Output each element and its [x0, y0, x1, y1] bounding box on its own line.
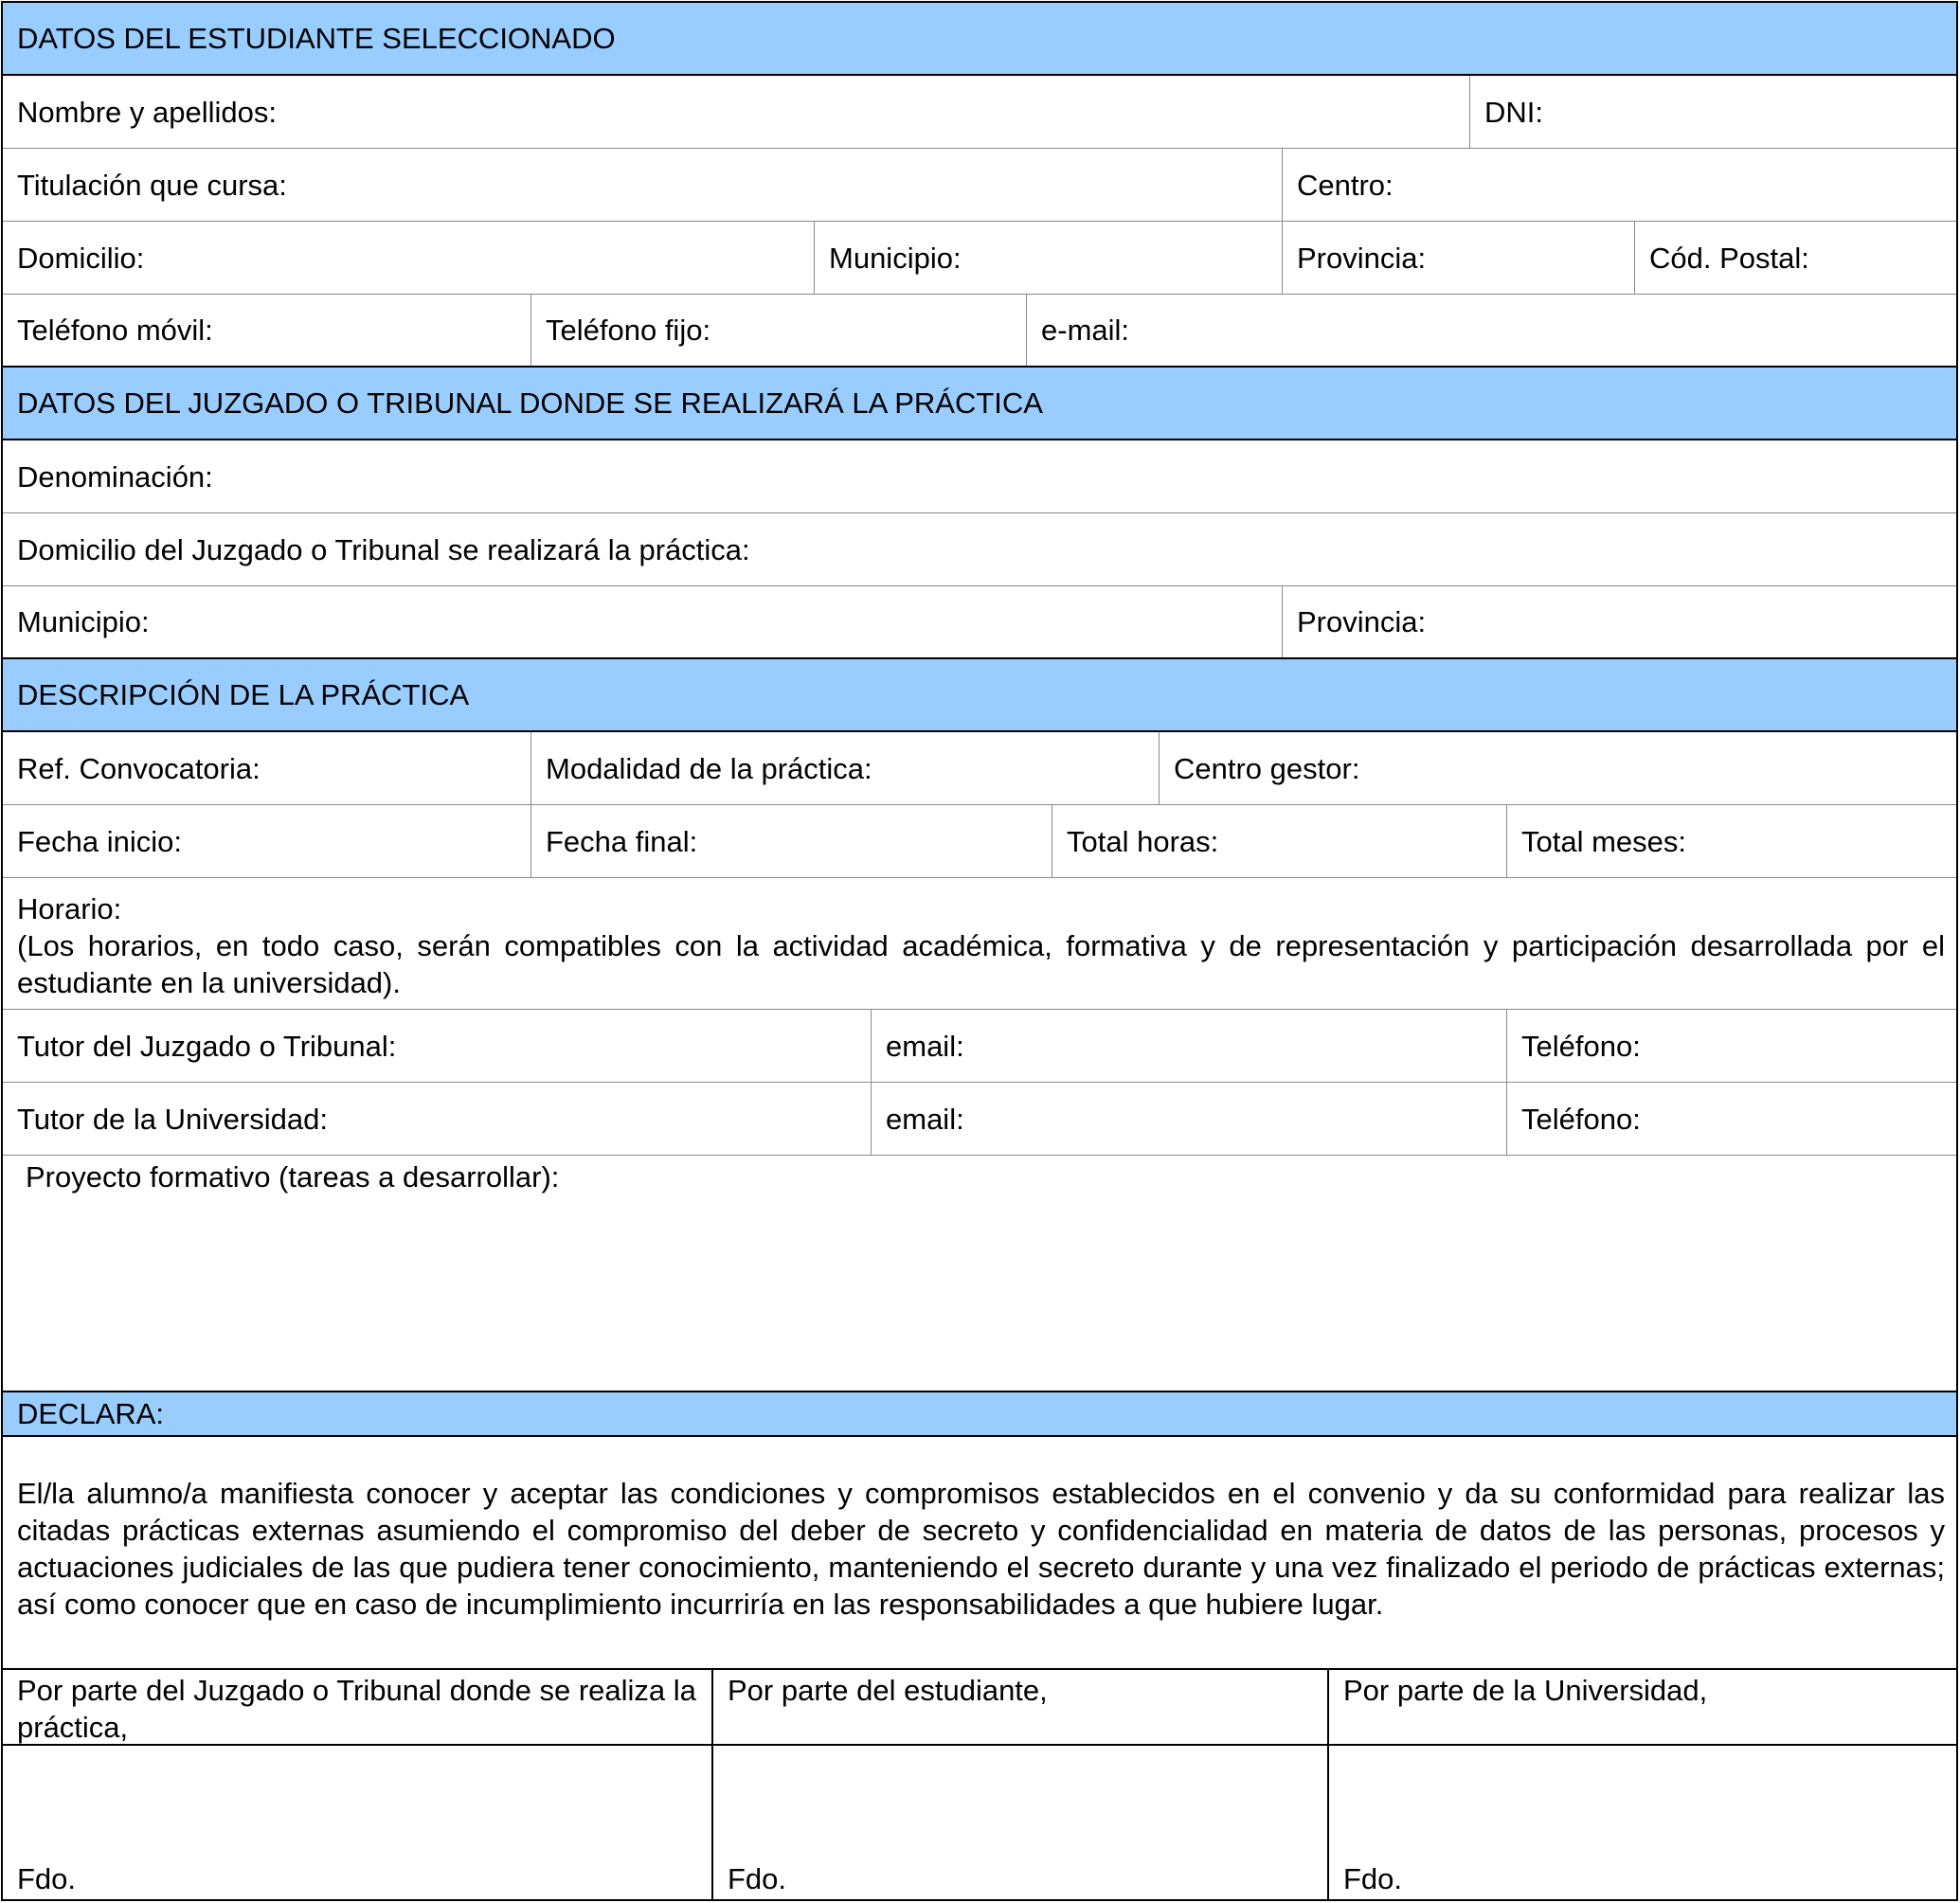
signature-labels-row [3, 1670, 1956, 1746]
student-municipality-field[interactable] [814, 222, 1282, 294]
court-row-name [3, 440, 1956, 513]
student-province-field[interactable] [1282, 222, 1634, 294]
court-tutor-label: Tutor del Juzgado o Tribunal: [17, 1029, 397, 1063]
student-row-contact [3, 295, 1956, 368]
student-degree-field[interactable] [3, 149, 1282, 221]
student-section-title: DATOS DEL ESTUDIANTE SELECCIONADO [17, 22, 616, 55]
student-signature-box[interactable] [711, 1746, 1327, 1899]
court-province-field[interactable] [1282, 586, 1956, 657]
student-dni-label: DNI: [1484, 95, 1543, 129]
student-province-label: Provincia: [1297, 241, 1427, 275]
start-date-field[interactable] [3, 805, 530, 877]
uni-tutor-label: Tutor de la Universidad: [17, 1102, 328, 1136]
court-section-title: DATOS DEL JUZGADO O TRIBUNAL DONDE SE REALIZARÁ LA PRÁCTICA [17, 386, 1043, 420]
university-signature-box[interactable] [1327, 1746, 1956, 1899]
court-signature-label: Por parte del Juzgado o Tribunal donde se realiza la práctica, [17, 1674, 696, 1744]
student-address-field[interactable] [3, 222, 814, 294]
practice-section-header [3, 659, 1956, 732]
total-hours-label: Total horas: [1067, 824, 1219, 858]
end-date-label: Fecha final: [546, 824, 698, 858]
student-row-address [3, 222, 1956, 295]
court-signature-fdo: Fdo. [17, 1862, 77, 1895]
practice-row-ref [3, 732, 1956, 805]
schedule-field[interactable] [17, 890, 1945, 1001]
uni-tutor-email-label: email: [886, 1102, 964, 1136]
court-section-header [3, 368, 1956, 440]
student-mobile-label: Teléfono móvil: [17, 314, 213, 347]
court-tutor-phone-label: Teléfono: [1521, 1029, 1641, 1063]
project-label: Proyecto formativo (tareas a desarrollar): [26, 1160, 560, 1194]
modality-label: Modalidad de la práctica: [546, 751, 872, 785]
university-signature-fdo: Fdo. [1343, 1862, 1403, 1895]
court-municipality-label: Municipio: [17, 605, 150, 638]
court-tutor-phone-field[interactable] [1506, 1010, 1956, 1082]
court-signature-box[interactable] [3, 1746, 711, 1899]
student-degree-label: Titulación que cursa: [17, 168, 287, 202]
university-signature-label: Por parte de la Universidad, [1343, 1674, 1708, 1707]
university-signature-label-cell [1327, 1670, 1956, 1744]
court-row-location [3, 586, 1956, 659]
court-signature-label-cell [3, 1670, 711, 1744]
court-row-address [3, 513, 1956, 586]
student-name-field[interactable] [3, 76, 1469, 148]
court-tutor-email-field[interactable] [871, 1010, 1506, 1082]
signature-boxes-row [3, 1746, 1956, 1899]
uni-tutor-field[interactable] [3, 1083, 871, 1155]
court-tutor-email-label: email: [886, 1029, 964, 1063]
court-tutor-field[interactable] [3, 1010, 871, 1082]
total-hours-field[interactable] [1052, 805, 1506, 877]
managing-center-label: Centro gestor: [1174, 751, 1360, 785]
practice-row-court-tutor [3, 1010, 1956, 1083]
student-row-name [3, 76, 1956, 149]
modality-field[interactable] [530, 732, 1159, 804]
court-name-label: Denominación: [17, 459, 213, 494]
student-row-degree [3, 149, 1956, 222]
managing-center-field[interactable] [1159, 732, 1956, 804]
student-dni-field[interactable] [1469, 76, 1956, 148]
court-province-label: Provincia: [1297, 605, 1427, 638]
student-signature-fdo: Fdo. [728, 1862, 787, 1895]
practice-agreement-form [1, 1, 1958, 1901]
student-center-label: Centro: [1297, 168, 1394, 202]
practice-row-schedule [3, 878, 1956, 1010]
uni-tutor-phone-field[interactable] [1506, 1083, 1956, 1155]
start-date-label: Fecha inicio: [17, 824, 183, 858]
student-mobile-field[interactable] [3, 295, 530, 366]
declaration-text: El/la alumno/a manifiesta conocer y aceptar las condiciones y compromisos establecidos en el convenio y da su conformidad para realizar las citadas prácticas externas asumiendo el compromiso del deber de secreto y confidencialidad en materia de datos de las personas, procesos y actuaciones judiciales de las que pudiera tener conocimiento, manteniendo el secreto durante y una vez finalizado el periodo de prácticas externas; así como conocer que en caso de incumplimiento incurriría en las responsabilidades a que hubiere lugar. [17, 1477, 1945, 1621]
schedule-label: Horario: [17, 892, 122, 925]
student-email-field[interactable] [1026, 295, 1956, 366]
declaration-body [3, 1437, 1956, 1670]
practice-section-title: DESCRIPCIÓN DE LA PRÁCTICA [17, 678, 470, 711]
call-ref-field[interactable] [3, 732, 530, 804]
student-center-field[interactable] [1282, 149, 1956, 221]
uni-tutor-email-field[interactable] [871, 1083, 1506, 1155]
total-months-field[interactable] [1506, 805, 1956, 877]
practice-row-dates [3, 805, 1956, 878]
practice-row-project [3, 1156, 1956, 1392]
end-date-field[interactable] [530, 805, 1052, 877]
student-postal-code-label: Cód. Postal: [1649, 241, 1809, 275]
student-signature-label-cell [711, 1670, 1327, 1744]
student-postal-code-field[interactable] [1634, 222, 1956, 294]
practice-row-uni-tutor [3, 1083, 1956, 1156]
court-municipality-field[interactable] [3, 586, 1282, 657]
declaration-header [3, 1392, 1956, 1437]
student-signature-label: Por parte del estudiante, [728, 1674, 1048, 1707]
court-address-label: Domicilio del Juzgado o Tribunal se realizará la práctica: [17, 532, 750, 566]
student-name-label: Nombre y apellidos: [17, 95, 277, 129]
student-email-label: e-mail: [1041, 314, 1130, 347]
uni-tutor-phone-label: Teléfono: [1521, 1102, 1641, 1136]
total-months-label: Total meses: [1521, 824, 1687, 858]
court-name-field[interactable] [3, 440, 1956, 512]
student-landline-field[interactable] [530, 295, 1026, 366]
student-landline-label: Teléfono fijo: [546, 314, 711, 347]
schedule-note: (Los horarios, en todo caso, serán compatibles con la actividad académica, formativa y de representación y participación desarrollada por el estudiante en la universidad). [17, 929, 1945, 999]
student-section-header [3, 3, 1956, 76]
court-address-field[interactable] [3, 513, 1956, 585]
student-address-label: Domicilio: [17, 241, 145, 275]
call-ref-label: Ref. Convocatoria: [17, 751, 261, 785]
student-municipality-label: Municipio: [829, 241, 962, 275]
declaration-title: DECLARA: [17, 1397, 165, 1430]
project-field[interactable] [26, 1158, 1945, 1195]
